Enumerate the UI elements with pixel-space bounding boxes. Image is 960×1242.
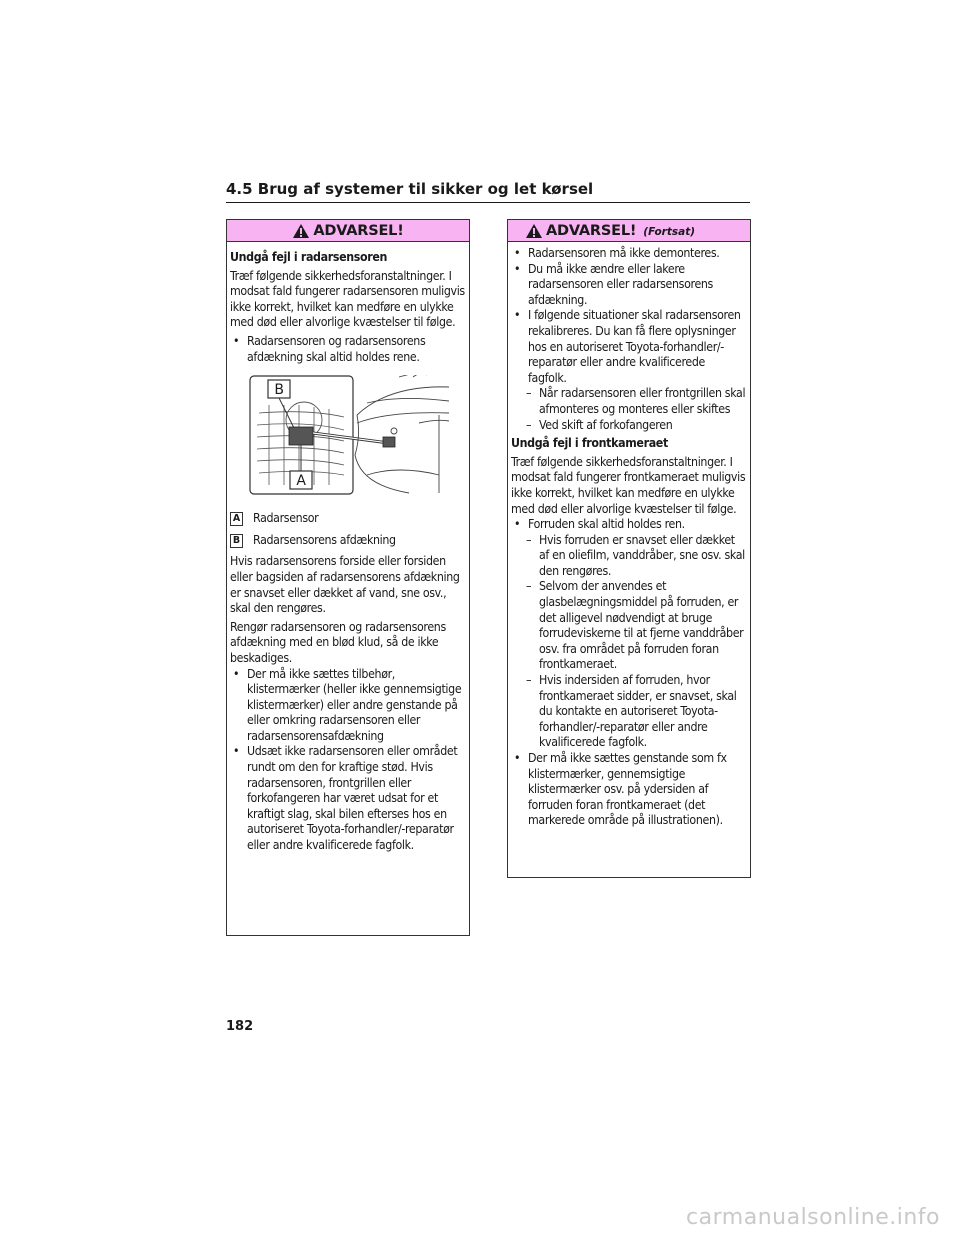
bullet-item: • Radarsensoren må ikke demonteres. (514, 246, 720, 260)
warning-triangle-icon (525, 223, 543, 239)
dash-item: – Selvom der anvendes et glasbelægningsmiddel på forruden, er det alligevel nødvendigt at bruge forrudeviskerne til at fjerne vanddråber osv. fra området på forruden foran frontkameraet. (526, 579, 744, 672)
dash-item: – Hvis forruden er snavset eller dækket af en oliefilm, vanddråber, sne osv. skal den rengøres. (526, 532, 745, 578)
legend-text-a: Radarsensor (253, 511, 319, 526)
label-a: A (296, 473, 306, 490)
label-b: B (274, 382, 284, 399)
continued-label: (Fortsat) (643, 226, 696, 238)
section-heading: Undgå fejl i frontkameraet (511, 436, 668, 451)
bullet-item: • Du må ikke ændre eller lakere radarsensoren eller radarsensorens afdækning. (514, 261, 713, 307)
dash-item: – Hvis indersiden af forruden, hvor frontkameraet sidder, er snavset, skal du kontakte en autoriseret Toyota-forhandler/-reparatør eller andre kvalificerede fagfolk. (526, 673, 737, 750)
section-header: 4.5 Brug af systemer til sikker og let kørsel (226, 180, 750, 203)
bullet-item: • Der må ikke sættes tilbehør, klistermærker (heller ikke gennemsigtige klistermærker) eller andre genstande på eller omkring radarsensoren eller radarsensorensafdækning (233, 666, 462, 743)
bullet-item: • Forruden skal altid holdes ren. (514, 517, 685, 532)
bullet-item: • Udsæt ikke radarsensoren eller området rundt om den for kraftige stød. Hvis radarsensoren, frontgrillen eller forkofangeren har været udsat for et kraftigt slag, skal bilen efterses hos en autoriseret Toyota-forhandler/-reparatør eller andre kvalificerede fagfolk. (233, 744, 458, 853)
bullet-item: • I følgende situationer skal radarsensoren rekalibreres. Du kan få flere oplysninger hos en autoriseret Toyota-forhandler/-reparatør eller andre kvalificerede fagfolk. (514, 308, 741, 385)
warning-triangle-icon (292, 223, 310, 239)
intro-paragraph: Træf følgende sikkerhedsforanstaltninger. I modsat fald fungerer radarsensoren muligvis ikke korrekt, hvilket kan medføre en ulykke med død eller alvorlige kvæstelser til følge. (230, 268, 465, 330)
paragraph: Rengør radarsensoren og radarsensorens afdækning med en blød klud, så de ikke beskadiges. (230, 619, 446, 665)
section-heading: Undgå fejl i radarsensoren (230, 250, 388, 264)
warning-box-right (507, 219, 751, 878)
watermark: carmanualsonline.info (686, 1205, 940, 1230)
warning-header (227, 220, 469, 242)
dash-item: – Når radarsensoren eller frontgrillen skal afmonteres og monteres eller skiftes (526, 386, 746, 416)
bullet-item: • Radarsensoren og radarsensorens afdækning skal altid holdes rene. (233, 333, 426, 364)
intro-paragraph: Træf følgende sikkerhedsforanstaltninger. I modsat fald fungerer frontkameraet muligvis ikke korrekt, hvilket kan medføre en ulykke med død eller alvorlige kvæstelser til følge. (511, 454, 746, 516)
legend-key-b: B (230, 534, 243, 548)
radar-sensor-illustration (249, 375, 449, 503)
legend-item-b (230, 533, 465, 549)
warning-title: ADVARSEL! (546, 222, 637, 239)
dash-item: – Ved skift af forkofangeren (526, 417, 673, 432)
legend-item-a (230, 511, 465, 527)
warning-title: ADVARSEL! (313, 222, 404, 239)
warning-header (508, 220, 750, 242)
legend-key-a: A (230, 512, 243, 526)
bullet-item: • Der må ikke sættes genstande som fx klistermærker, gennemsigtige klistermærker osv. på ydersiden af forruden foran frontkameraet (det markerede område på illustrationen). (514, 751, 727, 828)
paragraph: Hvis radarsensorens forside eller forsiden eller bagsiden af radarsensorens afdækning er snavset eller dækket af vand, sne osv., skal den rengøres. (230, 554, 460, 616)
page-number: 182 (226, 1019, 254, 1034)
legend-text-b: Radarsensorens afdækning (253, 532, 396, 547)
warning-box-left (226, 219, 470, 936)
